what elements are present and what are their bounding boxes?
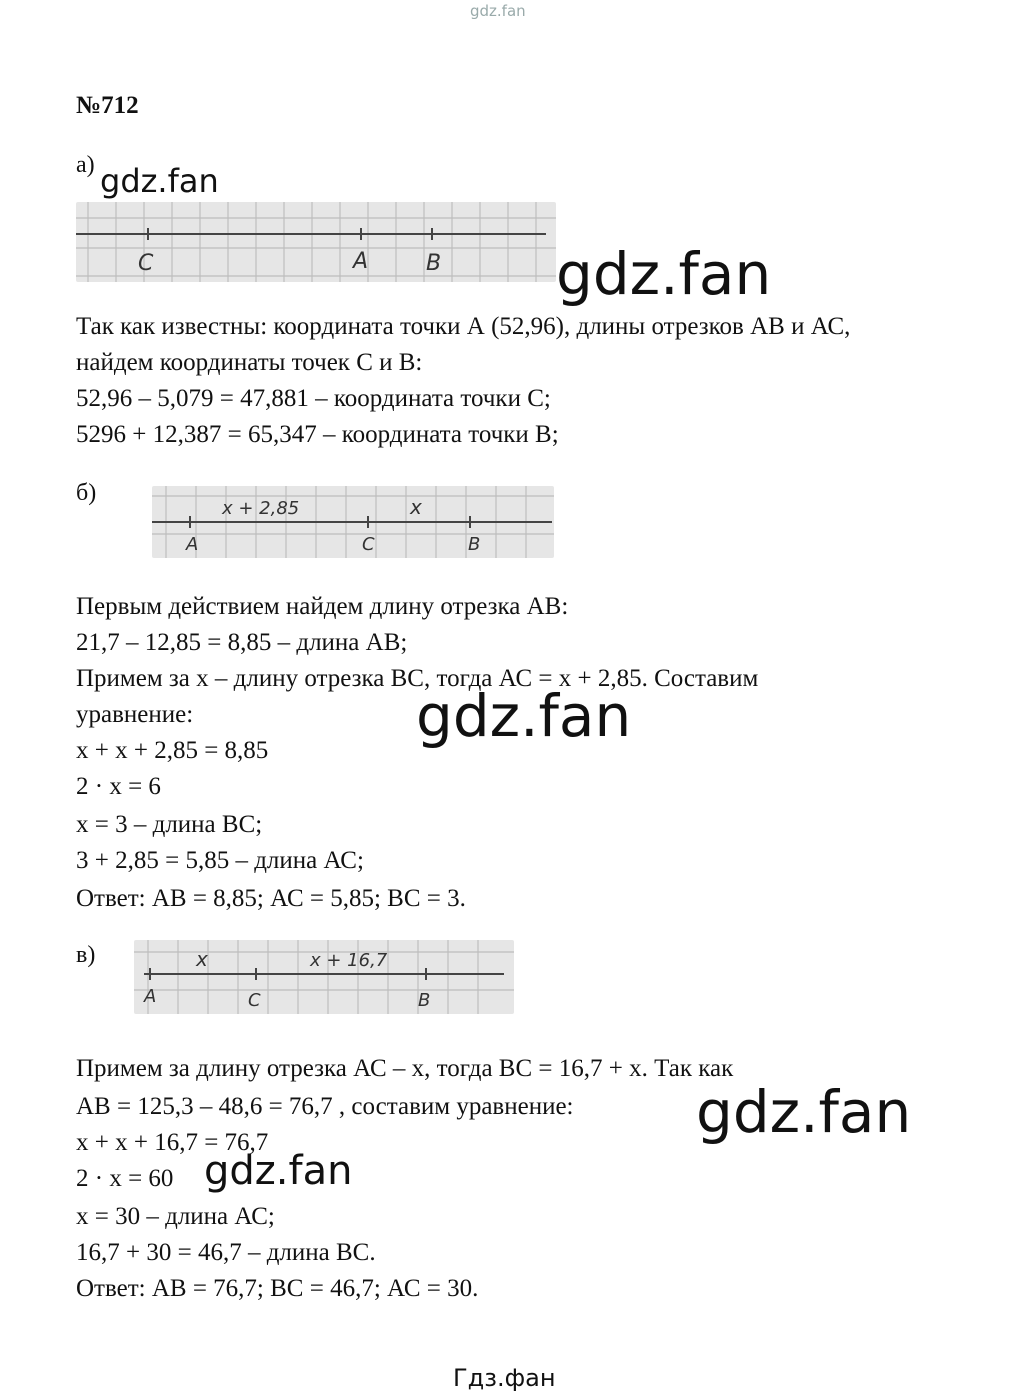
part-b-line-8: 3 + 2,85 = 5,85 – длина АС; bbox=[76, 847, 364, 874]
part-a-line-3: 52,96 – 5,079 = 47,881 – координата точки С; bbox=[76, 385, 551, 412]
part-b-label: б) bbox=[76, 480, 97, 506]
fig-c-seg-cb: x + 16,7 bbox=[310, 950, 388, 971]
part-a-line-2: найдем координаты точек С и В: bbox=[76, 349, 423, 376]
part-b-line-6: 2 · х = 6 bbox=[76, 773, 161, 800]
watermark-4: gdz.fan bbox=[696, 1078, 912, 1146]
part-c-answer: Ответ: АВ = 76,7; ВС = 46,7; АС = 30. bbox=[76, 1275, 479, 1302]
part-c-line-4: 2 · х = 60 bbox=[76, 1165, 174, 1192]
fig-c-point-c: C bbox=[248, 990, 261, 1011]
fig-c-seg-ac: x bbox=[196, 947, 208, 971]
figure-a-grid bbox=[76, 202, 556, 282]
part-c-line-3: х + х + 16,7 = 76,7 bbox=[76, 1129, 269, 1156]
part-c-line-2: АВ = 125,3 – 48,6 = 76,7 , составим уравнение: bbox=[76, 1093, 574, 1120]
part-a-line-1: Так как известны: координата точки А (52,96), длины отрезков АВ и АС, bbox=[76, 313, 851, 340]
fig-a-point-c: C bbox=[138, 251, 154, 276]
part-c-line-1: Примем за длину отрезка АС – х, тогда ВС = 16,7 + х. Так как bbox=[76, 1055, 734, 1082]
part-a-line-4: 5296 + 12,387 = 65,347 – координата точки В; bbox=[76, 421, 559, 448]
fig-b-seg-ac: x + 2,85 bbox=[222, 498, 300, 519]
figure-c-grid bbox=[134, 940, 514, 1014]
fig-c-point-b: B bbox=[418, 990, 431, 1011]
watermark-2: gdz.fan bbox=[556, 240, 772, 308]
fig-b-point-b: B bbox=[468, 534, 481, 555]
part-b-line-5: х + х + 2,85 = 8,85 bbox=[76, 737, 269, 764]
fig-a-point-b: B bbox=[426, 251, 442, 276]
part-b-answer: Ответ: АВ = 8,85; АС = 5,85; ВС = 3. bbox=[76, 885, 466, 912]
footer-watermark: Гдз.фан bbox=[453, 1364, 556, 1392]
watermark-3: gdz.fan bbox=[416, 682, 632, 750]
part-b-line-7: х = 3 – длина ВС; bbox=[76, 811, 263, 838]
watermark-1: gdz.fan bbox=[100, 162, 219, 200]
fig-b-point-a: A bbox=[186, 534, 199, 555]
watermark-5: gdz.fan bbox=[204, 1148, 353, 1194]
part-b-line-1: Первым действием найдем длину отрезка АВ: bbox=[76, 593, 569, 620]
fig-b-seg-cb: x bbox=[410, 495, 422, 519]
fig-b-point-c: C bbox=[362, 534, 375, 555]
watermark-top: gdz.fan bbox=[470, 2, 526, 20]
part-c-line-5: х = 30 – длина АС; bbox=[76, 1203, 275, 1230]
figure-b bbox=[152, 486, 554, 558]
part-b-line-3: Примем за х – длину отрезка ВС, тогда АС = х + 2,85. Составим bbox=[76, 665, 759, 692]
part-b-line-4: уравнение: bbox=[76, 701, 194, 728]
figure-b-grid bbox=[152, 486, 554, 558]
fig-a-point-a: A bbox=[353, 249, 369, 274]
fig-c-point-a: A bbox=[144, 986, 157, 1007]
part-c-label: в) bbox=[76, 942, 96, 968]
figure-a bbox=[76, 202, 556, 282]
part-c-line-6: 16,7 + 30 = 46,7 – длина ВС. bbox=[76, 1239, 376, 1266]
figure-c bbox=[134, 940, 514, 1014]
page-title: №712 bbox=[76, 92, 139, 119]
part-b-line-2: 21,7 – 12,85 = 8,85 – длина АВ; bbox=[76, 629, 408, 656]
part-a-label: а) bbox=[76, 152, 95, 178]
